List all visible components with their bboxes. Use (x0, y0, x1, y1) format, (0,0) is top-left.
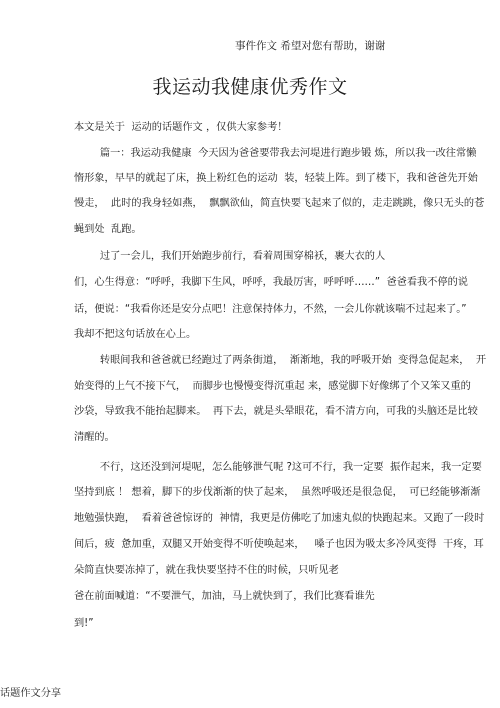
body-line: 话，便说：“我看你还是安分点吧！注意保持体力，不然，一会儿你就该喘不过起来了。” (74, 304, 467, 315)
body-line: 惰形象，早早的就起了床，换上粉红色的运动 装，轻装上阵。到了楼下，我和爸爸先开始 (74, 173, 478, 184)
body-line: 清醒的。 (74, 432, 115, 443)
body-line: 爸在前面喊道：“不要泄气，加油，马上就快到了，我们比赛看谁先 (74, 591, 375, 602)
body-line: 始变得的上气不接下气， 而脚步也慢慢变得沉重起 来，感觉脚下好像绑了个又笨又重的 (74, 381, 471, 392)
body-line: 沙袋，导致我不能抬起脚来。 再下去，就是头晕眼花，看不清方向，可我的头脑还是比较 (74, 406, 478, 417)
body-line: 地勉强快跑， 看着爸爸惊讶的 神情，我更是仿佛吃了加速丸似的快跑起来。又跑了一段时 (74, 513, 485, 524)
body-line: 们，心生得意：“呼呼，我脚下生风，呼呼，我最厉害，呼呼呼……” 爸爸看我不停的说 (74, 277, 468, 288)
body-line: 慢走， 此时的我身轻如燕， 飘飘欲仙，简直快要飞起来了似的，走走跳跳，像只无头的苍 (74, 198, 485, 209)
header-note: 事件作文 希望对您有帮助，谢谢 (235, 40, 386, 52)
body-line: 蝇到处 乱跑。 (74, 224, 142, 235)
body-line: 转眼间我和爸爸就已经跑过了两条街道， 渐渐地，我的呼吸开始 变得急促起来， 开 (74, 355, 487, 366)
body-line: 篇一：我运动我健康 今天因为爸爸要带我去河堤进行跑步锻 炼，所以我一改往常懒 (74, 148, 477, 159)
body-line: 坚持到底 ！ 想着，脚下的步伐渐渐的快了起来， 虽然呼吸还是很急促， 可已经能够渐渐 (74, 487, 481, 498)
body-line: 朵简直快要冻掉了，就在我快要坚持不住的时候，只听见老 (74, 565, 339, 576)
page-title: 我运动我健康优秀作文 (152, 76, 348, 98)
body-line: 过了一会儿，我们开始跑步前行，看着周围穿棉袄，裹大衣的人 (74, 251, 386, 262)
body-line: 我却不把这句话放在心上。 (74, 329, 197, 340)
footer-label: 话题作文分享 (0, 688, 62, 699)
body-line: 不行，这还没到河堤呢，怎么能够泄气呢 ?这可不行，我一定要 振作起来，我一定要 (74, 462, 482, 473)
body-line: 间后，疲 惫加重，双腿又开始变得不听使唤起来， 嗓子也因为吸太多冷风变得 干疼，耳 (74, 539, 484, 550)
intro-line: 本文是关于 运动的话题作文 ，仅供大家参考！ (74, 122, 288, 133)
body-line: 到!” (74, 618, 94, 629)
